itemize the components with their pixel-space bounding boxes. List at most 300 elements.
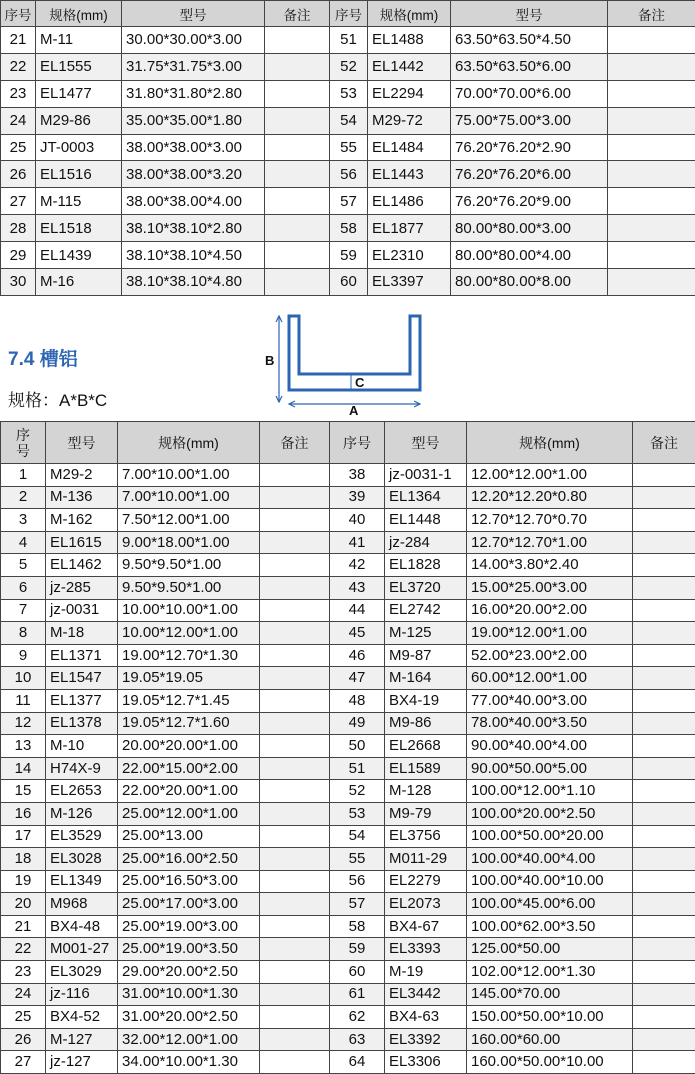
table-cell: 26 xyxy=(1,1028,46,1051)
table-row xyxy=(1,27,695,54)
table-cell xyxy=(260,689,330,712)
table-cell: 43 xyxy=(330,576,385,599)
table-row xyxy=(1,848,695,871)
table-cell: 160.00*50.00*10.00 xyxy=(467,1051,633,1074)
table-cell: 40 xyxy=(330,509,385,532)
column-header: 序号 xyxy=(330,1,368,27)
table-cell xyxy=(633,464,695,487)
table-row xyxy=(1,1006,695,1029)
table-cell xyxy=(633,576,695,599)
table-cell: 57 xyxy=(330,893,385,916)
table-cell: 75.00*75.00*3.00 xyxy=(451,107,608,134)
table-cell: 31.80*31.80*2.80 xyxy=(122,80,265,107)
table-cell: 9.00*18.00*1.00 xyxy=(118,531,260,554)
table-cell xyxy=(633,486,695,509)
table-cell: 14 xyxy=(1,757,46,780)
table-row xyxy=(1,188,695,215)
table-row xyxy=(1,915,695,938)
table-cell xyxy=(260,735,330,758)
table-cell: EL2310 xyxy=(368,242,451,269)
table-cell: 55 xyxy=(330,848,385,871)
table-cell: 100.00*62.00*3.50 xyxy=(467,915,633,938)
table-cell: 25.00*16.00*2.50 xyxy=(118,848,260,871)
table-cell xyxy=(265,107,330,134)
table-cell xyxy=(633,961,695,984)
table-cell: 100.00*50.00*20.00 xyxy=(467,825,633,848)
table-cell: 31.00*10.00*1.30 xyxy=(118,983,260,1006)
table-cell xyxy=(633,1028,695,1051)
table-cell: 15 xyxy=(1,780,46,803)
table-cell xyxy=(265,161,330,188)
table-cell xyxy=(260,712,330,735)
table-row xyxy=(1,161,695,188)
table-row xyxy=(1,269,695,296)
table-cell: 9.50*9.50*1.00 xyxy=(118,554,260,577)
column-header: 备注 xyxy=(608,1,695,27)
table-cell: EL1518 xyxy=(36,215,122,242)
table-cell: 15.00*25.00*3.00 xyxy=(467,576,633,599)
column-header: 型号 xyxy=(46,422,118,464)
table-cell xyxy=(260,644,330,667)
table-cell xyxy=(633,735,695,758)
table-cell: 7.00*10.00*1.00 xyxy=(118,464,260,487)
table-cell: jz-284 xyxy=(385,531,467,554)
table-cell xyxy=(608,134,695,161)
table-cell: EL1442 xyxy=(368,53,451,80)
table-row xyxy=(1,780,695,803)
table-cell: EL2294 xyxy=(368,80,451,107)
column-header: 规格(mm) xyxy=(36,1,122,27)
table-cell xyxy=(608,80,695,107)
table-cell: 78.00*40.00*3.50 xyxy=(467,712,633,735)
table-cell: 48 xyxy=(330,689,385,712)
table-cell xyxy=(260,938,330,961)
table-row xyxy=(1,242,695,269)
table-cell: 100.00*12.00*1.10 xyxy=(467,780,633,803)
column-header: 型号 xyxy=(122,1,265,27)
table-cell: 54 xyxy=(330,107,368,134)
table-cell: BX4-67 xyxy=(385,915,467,938)
table-cell xyxy=(260,1051,330,1074)
table-cell: jz-0031-1 xyxy=(385,464,467,487)
table-cell: 45 xyxy=(330,622,385,645)
table-cell: 24 xyxy=(1,983,46,1006)
table-cell xyxy=(265,269,330,296)
table-cell: 32.00*12.00*1.00 xyxy=(118,1028,260,1051)
table-cell: 25.00*19.00*3.50 xyxy=(118,938,260,961)
table-cell: 70.00*70.00*6.00 xyxy=(451,80,608,107)
table-row xyxy=(1,622,695,645)
table-cell: 2 xyxy=(1,486,46,509)
table-cell: 25.00*13.00 xyxy=(118,825,260,848)
table-cell: 76.20*76.20*2.90 xyxy=(451,134,608,161)
table-cell: 38.00*38.00*3.20 xyxy=(122,161,265,188)
table-cell: M-162 xyxy=(46,509,118,532)
table-cell xyxy=(265,53,330,80)
channel-profile-diagram xyxy=(262,312,434,416)
table-cell: 60.00*12.00*1.00 xyxy=(467,667,633,690)
table-cell: 100.00*40.00*10.00 xyxy=(467,870,633,893)
table-cell: 60 xyxy=(330,961,385,984)
table-cell: EL2668 xyxy=(385,735,467,758)
table-cell: 80.00*80.00*8.00 xyxy=(451,269,608,296)
table-cell: 61 xyxy=(330,983,385,1006)
table-cell: 56 xyxy=(330,870,385,893)
table-cell: 11 xyxy=(1,689,46,712)
table-cell: M-19 xyxy=(385,961,467,984)
table-cell: M9-79 xyxy=(385,802,467,825)
table-cell: 12.20*12.20*0.80 xyxy=(467,486,633,509)
table-cell: 63.50*63.50*4.50 xyxy=(451,27,608,54)
table-cell: 90.00*50.00*5.00 xyxy=(467,757,633,780)
table-cell: EL3393 xyxy=(385,938,467,961)
table-cell: 25.00*17.00*3.00 xyxy=(118,893,260,916)
column-header: 序号 xyxy=(1,422,46,464)
column-header: 序号 xyxy=(330,422,385,464)
table-cell: 59 xyxy=(330,938,385,961)
table-cell: M-115 xyxy=(36,188,122,215)
table-cell: 76.20*76.20*6.00 xyxy=(451,161,608,188)
table-cell: 10.00*12.00*1.00 xyxy=(118,622,260,645)
table-cell: 13 xyxy=(1,735,46,758)
table-cell: H74X-9 xyxy=(46,757,118,780)
table-cell: 90.00*40.00*4.00 xyxy=(467,735,633,758)
table-cell: 47 xyxy=(330,667,385,690)
table-cell: EL1488 xyxy=(368,27,451,54)
table-cell xyxy=(633,757,695,780)
table-cell xyxy=(633,1006,695,1029)
table-cell xyxy=(608,242,695,269)
table-cell xyxy=(260,599,330,622)
table-cell xyxy=(260,893,330,916)
table-cell: 19.05*12.7*1.45 xyxy=(118,689,260,712)
table-cell: 27 xyxy=(1,188,36,215)
table-cell: 51 xyxy=(330,27,368,54)
table-cell: 24 xyxy=(1,107,36,134)
table-cell: EL1877 xyxy=(368,215,451,242)
section-title: 7.4 槽铝 xyxy=(8,349,78,370)
table-cell: 19.05*12.7*1.60 xyxy=(118,712,260,735)
table-cell: M-136 xyxy=(46,486,118,509)
table-cell: 30 xyxy=(1,269,36,296)
table-cell xyxy=(265,242,330,269)
table-row xyxy=(1,1028,695,1051)
table-cell: 38.10*38.10*4.50 xyxy=(122,242,265,269)
table-cell: 21 xyxy=(1,915,46,938)
table-cell: 4 xyxy=(1,531,46,554)
table-cell: M-127 xyxy=(46,1028,118,1051)
table-cell: 23 xyxy=(1,961,46,984)
table-cell: 29.00*20.00*2.50 xyxy=(118,961,260,984)
table-row xyxy=(1,486,695,509)
table-cell: 22 xyxy=(1,53,36,80)
table-cell: M001-27 xyxy=(46,938,118,961)
table-cell: 76.20*76.20*9.00 xyxy=(451,188,608,215)
table-cell: 12 xyxy=(1,712,46,735)
table-cell: EL1486 xyxy=(368,188,451,215)
table-row xyxy=(1,509,695,532)
table-cell: 125.00*50.00 xyxy=(467,938,633,961)
table-cell: 19.05*19.05 xyxy=(118,667,260,690)
table-cell: 12.70*12.70*0.70 xyxy=(467,509,633,532)
table-cell: 16.00*20.00*2.00 xyxy=(467,599,633,622)
table-cell xyxy=(265,80,330,107)
table-cell xyxy=(608,27,695,54)
table-cell xyxy=(260,486,330,509)
table-cell: M9-87 xyxy=(385,644,467,667)
table-cell: 22 xyxy=(1,938,46,961)
table-cell: 8 xyxy=(1,622,46,645)
table-cell: 52 xyxy=(330,780,385,803)
table-cell: 58 xyxy=(330,215,368,242)
table-cell: 52.00*23.00*2.00 xyxy=(467,644,633,667)
channel-spec-table xyxy=(0,421,695,1074)
table-cell: EL1377 xyxy=(46,689,118,712)
table-cell: EL2073 xyxy=(385,893,467,916)
table-cell: 63 xyxy=(330,1028,385,1051)
table-cell: 49 xyxy=(330,712,385,735)
table-cell: 77.00*40.00*3.00 xyxy=(467,689,633,712)
table-cell xyxy=(633,983,695,1006)
table-cell: 100.00*20.00*2.50 xyxy=(467,802,633,825)
table-row xyxy=(1,531,695,554)
table-cell xyxy=(633,667,695,690)
table-cell xyxy=(633,802,695,825)
table-cell xyxy=(260,983,330,1006)
table-cell: M968 xyxy=(46,893,118,916)
table-cell: 7.00*10.00*1.00 xyxy=(118,486,260,509)
table-row xyxy=(1,464,695,487)
table-cell xyxy=(633,825,695,848)
table-cell xyxy=(633,509,695,532)
table-cell: 23 xyxy=(1,80,36,107)
table-cell: 39 xyxy=(330,486,385,509)
table-cell: 20 xyxy=(1,893,46,916)
table-row xyxy=(1,599,695,622)
table-cell: EL1462 xyxy=(46,554,118,577)
table-cell: M29-86 xyxy=(36,107,122,134)
table-cell xyxy=(633,599,695,622)
table-cell: 80.00*80.00*4.00 xyxy=(451,242,608,269)
table-cell: 9 xyxy=(1,644,46,667)
table-cell: 50 xyxy=(330,735,385,758)
table-row xyxy=(1,893,695,916)
table-cell: 150.00*50.00*10.00 xyxy=(467,1006,633,1029)
table-cell: 160.00*60.00 xyxy=(467,1028,633,1051)
table-cell: 29 xyxy=(1,242,36,269)
table-cell: M-125 xyxy=(385,622,467,645)
table-cell xyxy=(265,215,330,242)
table-cell: EL1448 xyxy=(385,509,467,532)
table-cell xyxy=(265,188,330,215)
table-cell: 22.00*20.00*1.00 xyxy=(118,780,260,803)
table-cell: jz-0031 xyxy=(46,599,118,622)
table-cell: EL1828 xyxy=(385,554,467,577)
table-cell: EL3397 xyxy=(368,269,451,296)
table-row xyxy=(1,554,695,577)
table-row xyxy=(1,1051,695,1074)
table-cell: 25 xyxy=(1,1006,46,1029)
table-cell: M-11 xyxy=(36,27,122,54)
table-cell xyxy=(608,161,695,188)
table-cell xyxy=(633,644,695,667)
table-cell: 30.00*30.00*3.00 xyxy=(122,27,265,54)
table-cell: 6 xyxy=(1,576,46,599)
table-row xyxy=(1,644,695,667)
table-cell: EL3028 xyxy=(46,848,118,871)
table-cell: EL1547 xyxy=(46,667,118,690)
table-cell: 10.00*10.00*1.00 xyxy=(118,599,260,622)
table-row xyxy=(1,80,695,107)
table-cell xyxy=(260,531,330,554)
table-cell: EL2653 xyxy=(46,780,118,803)
table-cell: 21 xyxy=(1,27,36,54)
label-c: C xyxy=(355,375,365,390)
table-cell xyxy=(260,915,330,938)
table-row xyxy=(1,802,695,825)
table-header-row xyxy=(1,422,695,464)
table-cell: 25.00*12.00*1.00 xyxy=(118,802,260,825)
table-cell: 5 xyxy=(1,554,46,577)
table-cell: M29-2 xyxy=(46,464,118,487)
table-cell xyxy=(633,848,695,871)
table-cell: jz-127 xyxy=(46,1051,118,1074)
table-cell xyxy=(608,107,695,134)
table-row xyxy=(1,215,695,242)
table-cell: 56 xyxy=(330,161,368,188)
table-cell: 25.00*19.00*3.00 xyxy=(118,915,260,938)
table-cell: 12.70*12.70*1.00 xyxy=(467,531,633,554)
table-cell xyxy=(260,870,330,893)
table-cell: 14.00*3.80*2.40 xyxy=(467,554,633,577)
table-cell xyxy=(260,757,330,780)
table-cell xyxy=(260,464,330,487)
column-header: 型号 xyxy=(385,422,467,464)
angle-spec-table xyxy=(0,0,695,296)
table-cell: BX4-52 xyxy=(46,1006,118,1029)
table-cell: jz-116 xyxy=(46,983,118,1006)
table-cell: 1 xyxy=(1,464,46,487)
table-cell: jz-285 xyxy=(46,576,118,599)
table-cell: JT-0003 xyxy=(36,134,122,161)
table-cell xyxy=(260,576,330,599)
table-cell: EL1364 xyxy=(385,486,467,509)
table-row xyxy=(1,735,695,758)
column-header: 规格(mm) xyxy=(467,422,633,464)
table-cell: M29-72 xyxy=(368,107,451,134)
table-cell xyxy=(260,1028,330,1051)
table-cell: EL1378 xyxy=(46,712,118,735)
table-cell xyxy=(633,938,695,961)
table-cell: 18 xyxy=(1,848,46,871)
table-cell xyxy=(608,188,695,215)
column-header: 规格(mm) xyxy=(368,1,451,27)
table-cell: 102.00*12.00*1.30 xyxy=(467,961,633,984)
table-cell: 55 xyxy=(330,134,368,161)
table-cell: 19.00*12.00*1.00 xyxy=(467,622,633,645)
table-row xyxy=(1,870,695,893)
table-cell: 12.00*12.00*1.00 xyxy=(467,464,633,487)
table-cell: M-16 xyxy=(36,269,122,296)
table-cell: 57 xyxy=(330,188,368,215)
table-cell: M-126 xyxy=(46,802,118,825)
table-cell: 25 xyxy=(1,134,36,161)
table-cell xyxy=(633,780,695,803)
table-cell: 19.00*12.70*1.30 xyxy=(118,644,260,667)
table-row xyxy=(1,134,695,161)
table-cell: 22.00*15.00*2.00 xyxy=(118,757,260,780)
table-cell: 28 xyxy=(1,215,36,242)
table-cell: 10 xyxy=(1,667,46,690)
table-cell xyxy=(265,134,330,161)
table-cell: EL3442 xyxy=(385,983,467,1006)
table-cell: 59 xyxy=(330,242,368,269)
table-row xyxy=(1,53,695,80)
table-cell: 41 xyxy=(330,531,385,554)
table-cell: 100.00*40.00*4.00 xyxy=(467,848,633,871)
table-cell xyxy=(260,802,330,825)
table-cell: 38 xyxy=(330,464,385,487)
table-cell: M-164 xyxy=(385,667,467,690)
table-cell: EL1477 xyxy=(36,80,122,107)
table-cell: 38.00*38.00*4.00 xyxy=(122,188,265,215)
table-row xyxy=(1,576,695,599)
table-cell: 38.10*38.10*4.80 xyxy=(122,269,265,296)
table-row xyxy=(1,667,695,690)
table-cell: EL1615 xyxy=(46,531,118,554)
table-cell: 38.00*38.00*3.00 xyxy=(122,134,265,161)
table-cell: 19 xyxy=(1,870,46,893)
table-row xyxy=(1,938,695,961)
table-cell: M011-29 xyxy=(385,848,467,871)
table-cell: 63.50*63.50*6.00 xyxy=(451,53,608,80)
table-cell: 53 xyxy=(330,80,368,107)
table-cell: EL3756 xyxy=(385,825,467,848)
table-cell: BX4-63 xyxy=(385,1006,467,1029)
table-cell: 7 xyxy=(1,599,46,622)
table-cell: 100.00*45.00*6.00 xyxy=(467,893,633,916)
table-cell: 64 xyxy=(330,1051,385,1074)
table-cell: EL3306 xyxy=(385,1051,467,1074)
table-cell xyxy=(633,915,695,938)
table-cell: 7.50*12.00*1.00 xyxy=(118,509,260,532)
table-row xyxy=(1,712,695,735)
table-cell xyxy=(633,712,695,735)
table-cell: EL3029 xyxy=(46,961,118,984)
table-cell xyxy=(633,1051,695,1074)
table-cell: BX4-48 xyxy=(46,915,118,938)
table-cell: 58 xyxy=(330,915,385,938)
table-row xyxy=(1,983,695,1006)
table-cell: 38.10*38.10*2.80 xyxy=(122,215,265,242)
table-cell: EL1484 xyxy=(368,134,451,161)
table-cell xyxy=(260,961,330,984)
table-row xyxy=(1,689,695,712)
column-header: 备注 xyxy=(260,422,330,464)
table-row xyxy=(1,825,695,848)
table-cell: EL1516 xyxy=(36,161,122,188)
table-cell: 80.00*80.00*3.00 xyxy=(451,215,608,242)
table-cell: M-18 xyxy=(46,622,118,645)
table-cell: 9.50*9.50*1.00 xyxy=(118,576,260,599)
column-header: 型号 xyxy=(451,1,608,27)
table-cell: EL1349 xyxy=(46,870,118,893)
table-cell: 46 xyxy=(330,644,385,667)
table-cell: M-10 xyxy=(46,735,118,758)
table-cell: 34.00*10.00*1.30 xyxy=(118,1051,260,1074)
table-cell: 53 xyxy=(330,802,385,825)
table-cell: EL1589 xyxy=(385,757,467,780)
